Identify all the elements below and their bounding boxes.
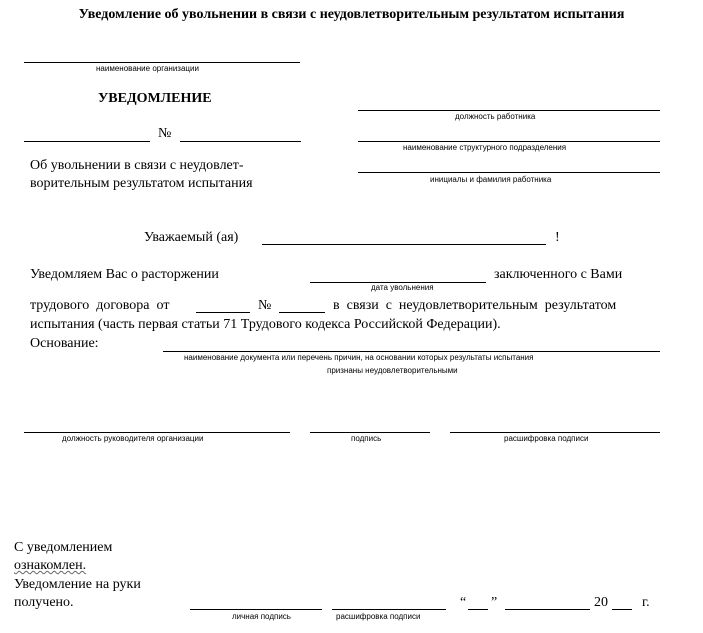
date-month-field[interactable]	[505, 609, 590, 610]
director-signature-field[interactable]	[310, 432, 430, 433]
director-decoding-field[interactable]	[450, 432, 660, 433]
date-year-suffix: г.	[642, 595, 650, 610]
organization-field[interactable]	[24, 62, 300, 63]
body-line-2b: в связи с неудовлетворительным результатом	[333, 298, 617, 313]
employee-name-caption: инициалы и фамилия работника	[430, 175, 552, 184]
notice-number-field[interactable]	[180, 141, 301, 142]
personal-signature-caption: личная подпись	[232, 612, 291, 621]
date-day-field[interactable]	[468, 609, 488, 610]
dismissal-date-caption: дата увольнения	[371, 283, 434, 292]
director-position-caption: должность руководителя организации	[62, 434, 204, 443]
body-line-2a: трудового договора от	[30, 298, 170, 313]
basis-caption-line-2: признаны неудовлетворительными	[327, 366, 458, 375]
document-title: Уведомление об увольнении в связи с неудовлетворительным результатом испытания	[78, 7, 625, 22]
employee-name-field[interactable]	[358, 172, 660, 173]
ack-line-4: получено.	[14, 595, 74, 610]
basis-field[interactable]	[163, 351, 660, 352]
contract-number-field[interactable]	[279, 312, 325, 313]
notice-date-field[interactable]	[24, 141, 150, 142]
position-field[interactable]	[358, 110, 660, 111]
subject-line-1: Об увольнении в связи с неудовлет-	[30, 158, 244, 173]
basis-caption-line-1: наименование документа или перечень причин, на основании которых результаты испытания	[184, 353, 534, 362]
contract-date-field[interactable]	[196, 312, 250, 313]
body-line-1b: заключенного с Вами	[494, 267, 623, 282]
ack-line-3: Уведомление на руки	[14, 577, 141, 592]
date-year-prefix: 20	[594, 595, 608, 610]
notice-heading: УВЕДОМЛЕНИЕ	[98, 91, 212, 106]
greeting-name-field[interactable]	[262, 244, 546, 245]
greeting: Уважаемый (ая)	[144, 230, 239, 245]
ack-line-2: ознакомлен.	[14, 558, 87, 573]
basis-label: Основание:	[30, 336, 99, 351]
number-sign: №	[158, 126, 172, 141]
ack-line-1: С уведомлением	[14, 540, 113, 555]
department-caption: наименование структурного подразделения	[403, 143, 567, 152]
body-line-1a: Уведомляем Вас о расторжении	[30, 267, 219, 282]
subject-line-2: ворительным результатом испытания	[30, 176, 253, 191]
personal-signature-field[interactable]	[190, 609, 322, 610]
date-year-field[interactable]	[612, 609, 632, 610]
greeting-end: !	[555, 230, 560, 245]
date-quote-open: “	[460, 595, 467, 610]
employee-decoding-caption: расшифровка подписи	[336, 612, 421, 621]
organization-caption: наименование организации	[96, 64, 199, 73]
body-line-3: испытания (часть первая статьи 71 Трудового кодекса Российской Федерации).	[30, 317, 501, 332]
employee-decoding-field[interactable]	[332, 609, 446, 610]
department-field[interactable]	[358, 141, 660, 142]
director-signature-caption: подпись	[351, 434, 382, 443]
director-decoding-caption: расшифровка подписи	[504, 434, 589, 443]
position-caption: должность работника	[455, 112, 536, 121]
director-position-field[interactable]	[24, 432, 290, 433]
date-quote-close: ”	[491, 595, 498, 610]
contract-number-sign: №	[258, 298, 272, 313]
